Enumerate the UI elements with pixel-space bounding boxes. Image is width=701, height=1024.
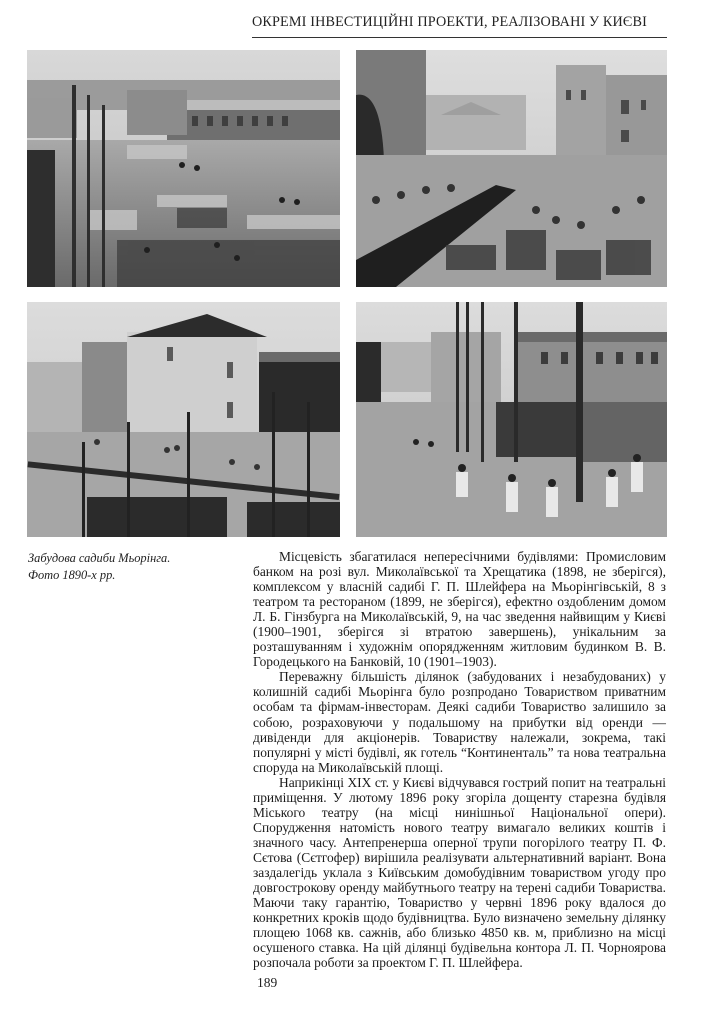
photo-1-image bbox=[27, 50, 340, 287]
photo-workers-poles bbox=[356, 302, 667, 537]
body-text bbox=[253, 549, 666, 970]
figure-caption bbox=[28, 550, 228, 584]
photo-3-image bbox=[27, 302, 340, 537]
photo-construction-site bbox=[27, 50, 340, 287]
paragraph-3: Наприкінці XIX ст. у Києві відчувався гострий попит на театральні приміщення. У лютому 1896 року згоріла дощенту старезна будівля Міського театру (на місці нинішньої Національної опери). Спорудження натомість нового театру вимагало великих коштів і значного часу. Антепренерша оперної трупи погорілого театру П. Ф. Сєтова (Сєтгофер) вирішила реалізувати альтернативний варіант. Вона заздалегідь уклала з Київським домобудівним товариством угоду про довгострокову оренду майбутнього театру на терені садиби Товариства. Маючи таку гарантію, Товариство у червні 1896 року вдалося до конкретних кроків щодо будівництва. Було визначено земельну ділянку площею 1068 кв. сажнів, або близько 4850 кв. м, приблизно на місці осушеного ставка. На цій ділянці будівельна контора Л. П. Чорноярова розпочала роботи за проектом Г. П. Шлейфера. bbox=[253, 774, 666, 971]
header-rule bbox=[252, 37, 667, 38]
photo-demolished-building bbox=[27, 302, 340, 537]
paragraph-1: Місцевість збагатилася непересічними будівлями: Промисловим банком на розі вул. Миколаївської та Хрещатика (1898, не зберігся), комплексом у власній садибі Г. П. Шлейфера на Мьорінгівській, 8 з театром та рестораном (1899, не зберігся), ефектно оздобленим домом Л. Б. Гінзбурга на Миколаївській, 9, на час зведення найвищим у Києві (1900–1901, зберігся зі втратою завершень), унікальним за розташуванням і художнім опорядженням житловим будинком В. В. Городецького на Банковій, 10 (1901–1903). bbox=[253, 549, 666, 670]
photo-2-image bbox=[356, 50, 667, 287]
photo-street-carts bbox=[356, 50, 667, 287]
photo-4-image bbox=[356, 302, 667, 537]
paragraph-2: Переважну більшість ділянок (забудованих і незабудованих) у колишній садибі Мьорінга було розпродано Товариством приватним особам та фірмам-інвесторам. Деякі садиби Товариство залишило за собою, розраховуючи у подальшому на прибутки від оренди — дивіденди для акціонерів. Товариству належали, зокрема, такі популярні у місті будівлі, як готель “Континенталь” та нова театральна споруда на Миколаївській площі. bbox=[253, 669, 666, 775]
page-number: 189 bbox=[257, 975, 278, 990]
caption-line-date: Фото 1890-х рр. bbox=[28, 568, 116, 582]
caption-line-title: Забудова садиби Мьорінга. bbox=[28, 551, 171, 565]
running-head-title: ОКРЕМІ ІНВЕСТИЦІЙНІ ПРОЕКТИ, РЕАЛІЗОВАНІ У КИЄВІ bbox=[252, 14, 647, 30]
